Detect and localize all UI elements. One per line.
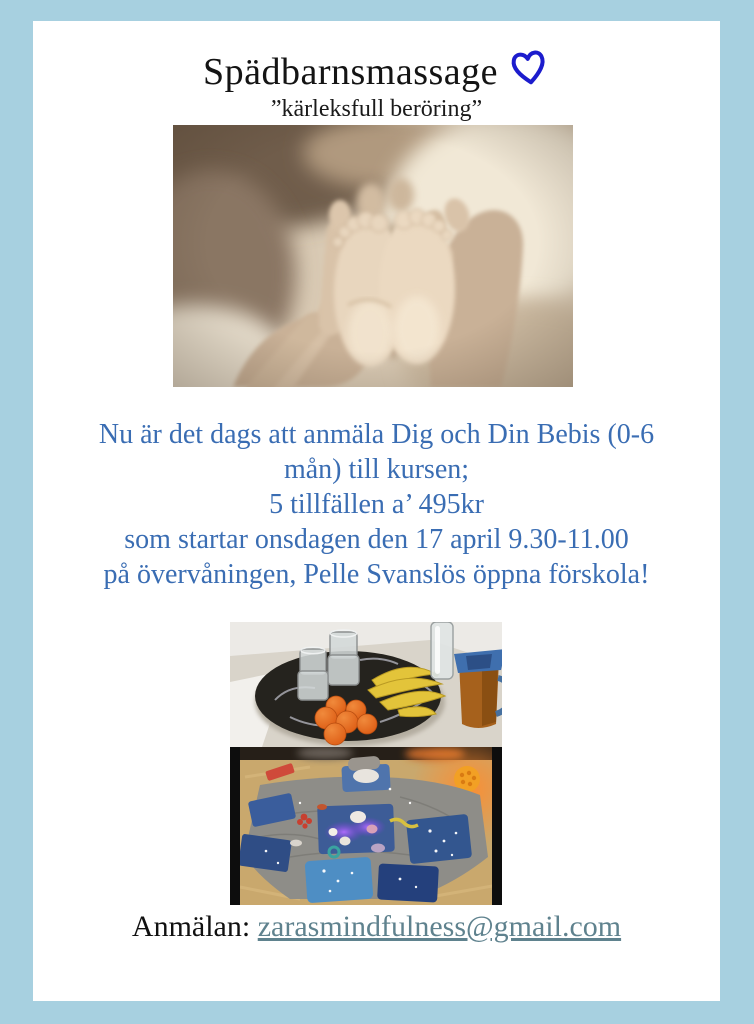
signup-row bbox=[33, 905, 720, 949]
announcement-line: Nu är det dags att anmäla Dig och Din Bebis (0-6 bbox=[98, 419, 655, 450]
announcement-line: 5 tillfällen a’ 495kr bbox=[269, 489, 484, 520]
flyer-page bbox=[33, 21, 720, 1001]
playmat-photo bbox=[230, 747, 502, 905]
baby-feet-photo bbox=[173, 125, 573, 387]
page-title-row bbox=[33, 48, 720, 98]
page-title: Spädbarnsmassage bbox=[202, 51, 499, 93]
announcement-line: som startar onsdagen den 17 april 9.30-11.00 bbox=[124, 524, 629, 555]
heart-icon bbox=[508, 48, 550, 98]
announcement-line: mån) till kursen; bbox=[283, 454, 470, 485]
announcement-text bbox=[33, 417, 720, 592]
refreshments-photo bbox=[230, 622, 502, 747]
photo-stack bbox=[230, 622, 502, 905]
signup-label: Anmälan: bbox=[131, 910, 251, 943]
page-subtitle: ”kärleksfull beröring” bbox=[270, 96, 483, 122]
announcement-line: på övervåningen, Pelle Svanslös öppna förskola! bbox=[103, 559, 650, 590]
signup-email-link[interactable]: zarasmindfulness@gmail.com bbox=[257, 910, 622, 943]
